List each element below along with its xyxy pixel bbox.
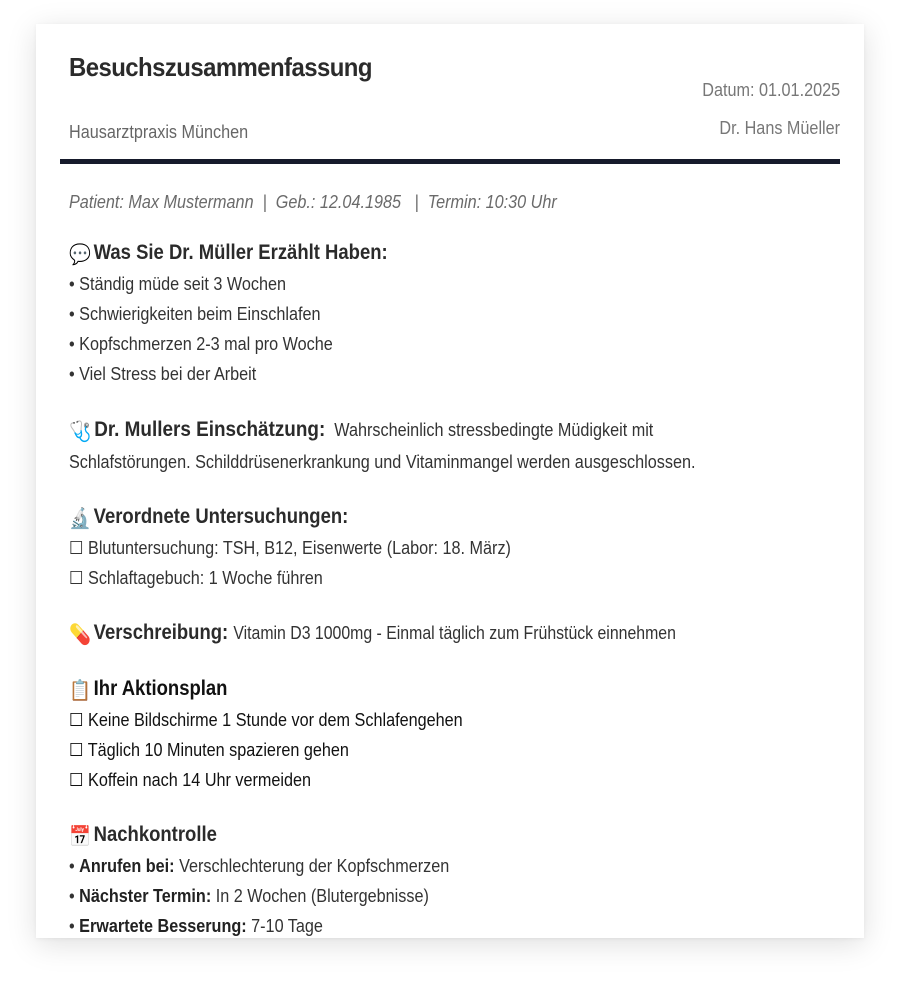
list-item: • Kopfschmerzen 2-3 mal pro Woche <box>69 334 333 354</box>
bullet: • <box>69 916 80 936</box>
visit-summary-card <box>36 24 864 938</box>
stethoscope-icon: 🩺 <box>69 421 92 443</box>
followup-heading <box>69 821 747 851</box>
microscope-icon: 🔬 <box>69 508 91 530</box>
list-item <box>69 881 763 911</box>
followup-section <box>69 821 840 941</box>
checklist-item: ☐ Keine Bildschirme 1 Stunde vor dem Schlafengehen <box>69 710 463 730</box>
assessment-section <box>69 415 840 477</box>
calendar-icon: 📅 <box>69 826 91 848</box>
assessment-paragraph <box>69 415 771 477</box>
prescription-heading: Verschreibung: <box>93 621 229 644</box>
action-plan-heading <box>69 675 747 705</box>
document-header <box>60 50 840 164</box>
list-item <box>69 911 763 941</box>
followup-value: In 2 Wochen (Blutergebnisse) <box>211 886 429 906</box>
list-item <box>69 851 763 881</box>
tests-heading-text: Verordnete Untersuchungen: <box>93 505 349 528</box>
tests-section <box>69 503 840 593</box>
tests-heading <box>69 503 747 533</box>
followup-value: 7-10 Tage <box>246 916 323 936</box>
checklist-item: ☐ Blutuntersuchung: TSH, B12, Eisenwerte (Labor: 18. März) <box>69 538 511 558</box>
checklist-item: ☐ Täglich 10 Minuten spazieren gehen <box>69 740 349 760</box>
doctor-name: Dr. Hans Müeller <box>719 118 840 138</box>
visit-date: Datum: 01.01.2025 <box>702 80 840 100</box>
complaints-heading <box>69 239 747 269</box>
checklist-item: ☐ Schlaftagebuch: 1 Woche führen <box>69 568 323 588</box>
checklist-item: ☐ Koffein nach 14 Uhr vermeiden <box>69 770 312 790</box>
speech-bubble-icon: 💬 <box>69 244 91 266</box>
assessment-text: Wahrscheinlich stressbedingte Müdigkeit mit Schlafstörungen. Schilddrüsenerkrankung und Vitaminmangel werden ausgeschlossen. <box>69 420 696 472</box>
action-plan-heading-text: Ihr Aktionsplan <box>93 677 228 700</box>
list-item: • Viel Stress bei der Arbeit <box>69 364 257 384</box>
document-title: Besuchszusammenfassung <box>69 52 372 82</box>
prescription-text: Vitamin D3 1000mg - Einmal täglich zum Frühstück einnehmen <box>233 623 676 643</box>
list-item: • Ständig müde seit 3 Wochen <box>69 274 287 294</box>
patient-info-line: Patient: Max Mustermann | Geb.: 12.04.1985 | Termin: 10:30 Uhr <box>69 192 557 212</box>
bullet: • <box>69 886 80 906</box>
followup-heading-text: Nachkontrolle <box>93 823 217 846</box>
practice-name: Hausarztpraxis München <box>69 122 249 142</box>
followup-label: Anrufen bei: <box>79 856 175 876</box>
followup-value: Verschlechterung der Kopfschmerzen <box>174 856 450 876</box>
assessment-heading: Dr. Mullers Einschätzung: <box>94 418 326 441</box>
complaints-heading-text: Was Sie Dr. Müller Erzählt Haben: <box>93 241 388 264</box>
followup-label: Nächster Termin: <box>79 886 212 906</box>
clipboard-icon: 📋 <box>69 680 91 702</box>
complaints-section <box>69 239 840 389</box>
prescription-section <box>69 619 840 649</box>
list-item: • Schwierigkeiten beim Einschlafen <box>69 304 321 324</box>
pill-icon: 💊 <box>69 624 91 646</box>
document-body <box>60 192 840 941</box>
prescription-line <box>69 619 747 649</box>
action-plan-section <box>69 675 840 795</box>
bullet: • <box>69 856 80 876</box>
followup-label: Erwartete Besserung: <box>79 916 247 936</box>
